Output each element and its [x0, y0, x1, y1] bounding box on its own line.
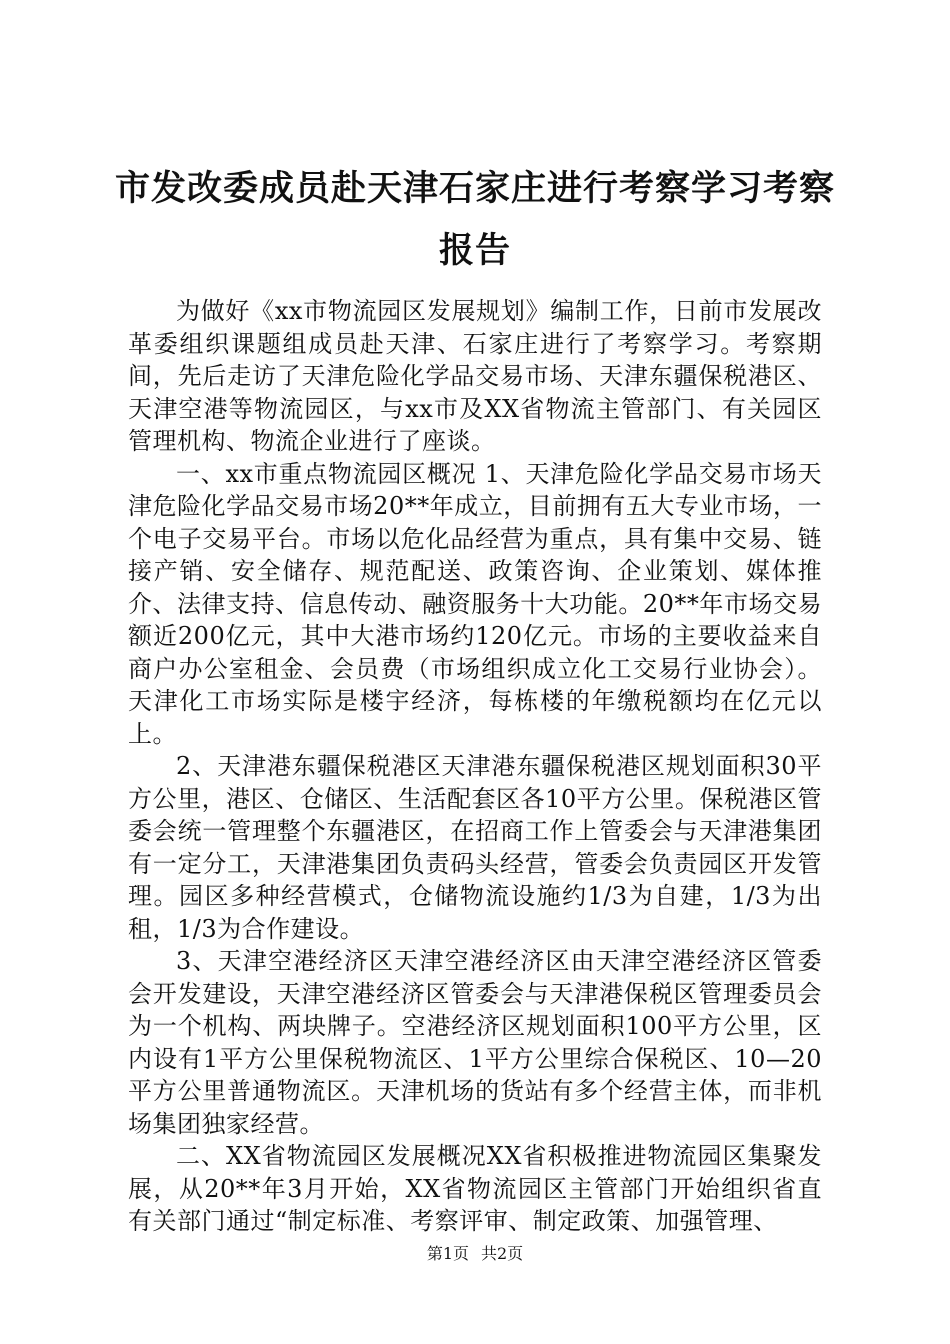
- page-total: 共2页: [481, 1244, 524, 1263]
- document-body: [128, 295, 822, 1237]
- document-title: 市发改委成员赴天津石家庄进行考察学习考察报告: [114, 169, 835, 271]
- paragraph-intro: 为做好《xx市物流园区发展规划》编制工作，日前市发展改革委组织课题组成员赴天津、石家庄进行了考察学习。考察期间，先后走访了天津危险化学品交易市场、天津东疆保税港区、天津空港等物流园区，与xx市及XX省物流主管部门、有关园区管理机构、物流企业进行了座谈。: [128, 297, 822, 455]
- paragraph-section-1: 一、xx市重点物流园区概况 1、天津危险化学品交易市场天津危险化学品交易市场20**年成立，目前拥有五大专业市场，一个电子交易平台。市场以危化品经营为重点，具有集中交易、链接产销、安全储存、规范配送、政策咨询、企业策划、媒体推介、法律支持、信息传动、融资服务十大功能。20**年市场交易额近200亿元，其中大港市场约120亿元。市场的主要收益来自商户办公室租金、会员费（市场组织成立化工交易行业协会）。天津化工市场实际是楼宇经济，每栋楼的年缴税额均在亿元以上。: [128, 459, 822, 748]
- paragraph-section-1-2: 2、天津港东疆保税港区天津港东疆保税港区规划面积30平方公里，港区、仓储区、生活配套区各10平方公里。保税港区管委会统一管理整个东疆港区，在招商工作上管委会与天津港集团有一定分工，天津港集团负责码头经营，管委会负责园区开发管理。园区多种经营模式，仓储物流设施约1/3为自建，1/3为出租，1/3为合作建设。: [128, 752, 822, 943]
- page-footer: [0, 1243, 950, 1265]
- page-number: 第1页: [426, 1244, 469, 1263]
- paragraph-section-2: 二、XX省物流园区发展概况XX省积极推进物流园区集聚发展，从20**年3月开始，XX省物流园区主管部门开始组织省直有关部门通过“制定标准、考察评审、制定政策、加强管理、: [128, 1142, 822, 1235]
- paragraph-section-1-3: 3、天津空港经济区天津空港经济区由天津空港经济区管委会开发建设，天津空港经济区管委会与天津港保税区管理委员会为一个机构、两块牌子。空港经济区规划面积100平方公里，区内设有1平方公里保税物流区、1平方公里综合保税区、10—20平方公里普通物流区。天津机场的货站有多个经营主体，而非机场集团独家经营。: [128, 947, 822, 1138]
